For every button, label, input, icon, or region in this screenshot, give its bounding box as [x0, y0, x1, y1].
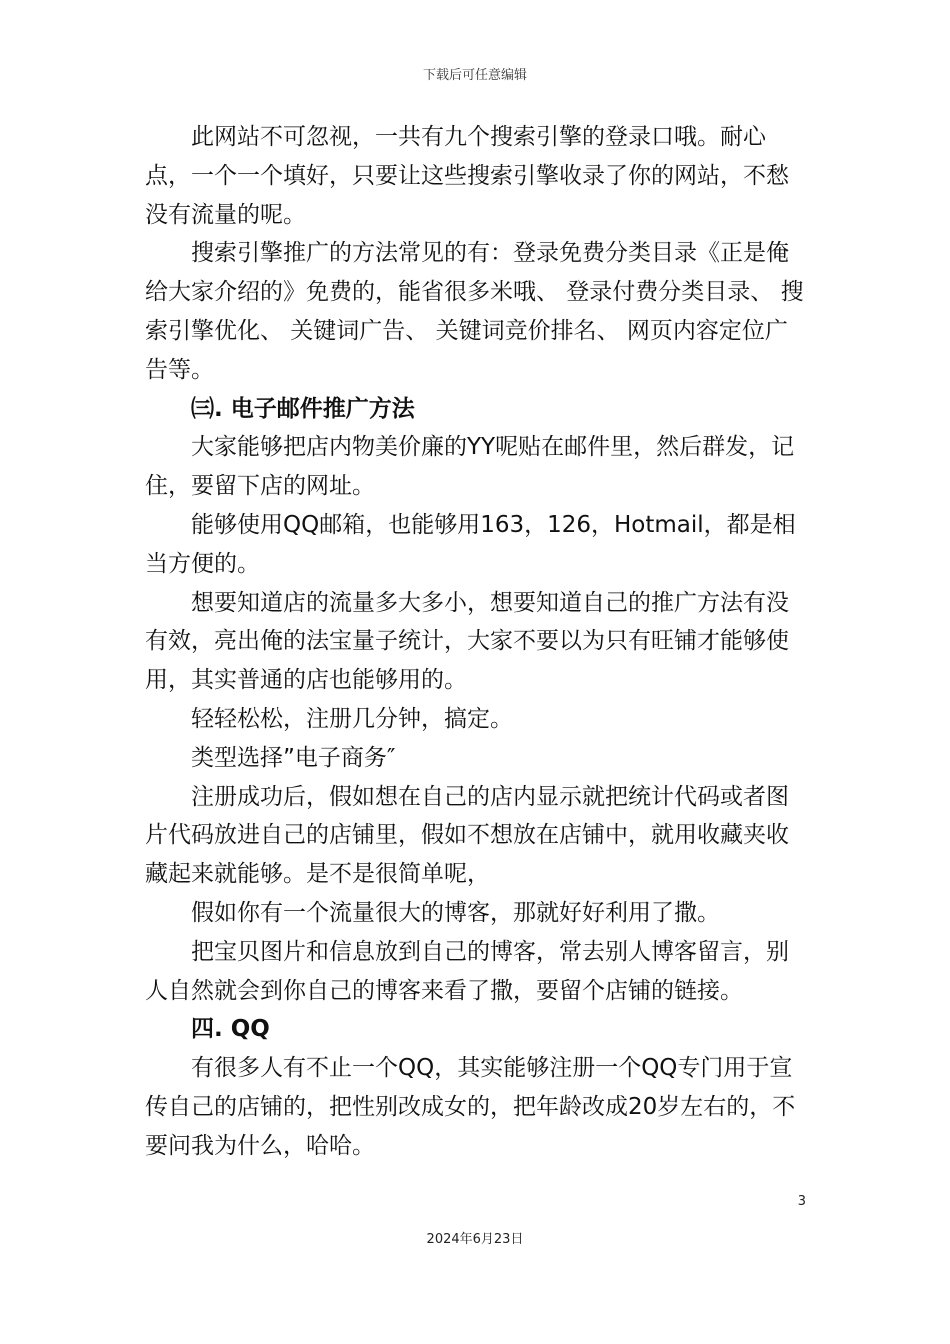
paragraph-blog-comments: 把宝贝图片和信息放到自己的博客，常去别人博客留言，别人自然就会到你自己的博客来看了撒，要留个店铺的链接。 — [145, 938, 789, 1004]
page-header: 下载后可任意编辑 — [422, 68, 527, 83]
paragraph-search-engine-methods: 搜索引擎推广的方法常见的有：登录免费分类目录《正是俺给大家介绍的》免费的，能省很多米哦、 登录付费分类目录、 搜索引擎优化、 关键词广告、 关键词竞价排名、 网页内容定位广告等。 — [145, 240, 804, 383]
paragraph-stats-code: 注册成功后，假如想在自己的店内显示就把统计代码或者图片代码放进自己的店铺里，假如不想放在店铺中，就用收藏夹收藏起来就能够。是不是很简单呢， — [145, 783, 789, 888]
paragraph-qq-promotion: 有很多人有不止一个QQ，其实能够注册一个QQ专门用于宣传自己的店铺的，把性别改成女的，把年龄改成20岁左右的，不要问我为什么，哈哈。 — [145, 1055, 796, 1159]
paragraph-search-engine-login: 此网站不可忽视，一共有九个搜索引擎的登录口哦。耐心点，一个一个填好，只要让这些搜索引擎收录了你的网站，不愁没有流量的呢。 — [145, 124, 789, 228]
page-number: 3 — [797, 1194, 806, 1209]
page-footer-date: 2024年6月23日 — [426, 1232, 524, 1247]
paragraph-email-providers: 能够使用QQ邮箱，也能够用163，126，Hotmail，都是相当方便的。 — [145, 511, 796, 577]
paragraph-email-mass-send: 大家能够把店内物美价廉的YY呢贴在邮件里，然后群发，记住，要留下店的网址。 — [145, 434, 795, 500]
paragraph-type-select: 类型选择”电子商务″ — [191, 744, 396, 771]
paragraph-traffic-stats: 想要知道店的流量多大多小，想要知道自己的推广方法有没有效，亮出俺的法宝量子统计，大家不要以为只有旺铺才能够使用，其实普通的店也能够用的。 — [145, 589, 789, 694]
paragraph-blog: 假如你有一个流量很大的博客，那就好好利用了撒。 — [191, 899, 720, 926]
paragraph-register: 轻轻松松，注册几分钟，搞定。 — [191, 705, 513, 732]
section-heading-email: ㈢. 电子邮件推广方法 — [191, 395, 415, 422]
section-heading-qq: 四. QQ — [191, 1016, 270, 1043]
document-body — [145, 118, 810, 1166]
